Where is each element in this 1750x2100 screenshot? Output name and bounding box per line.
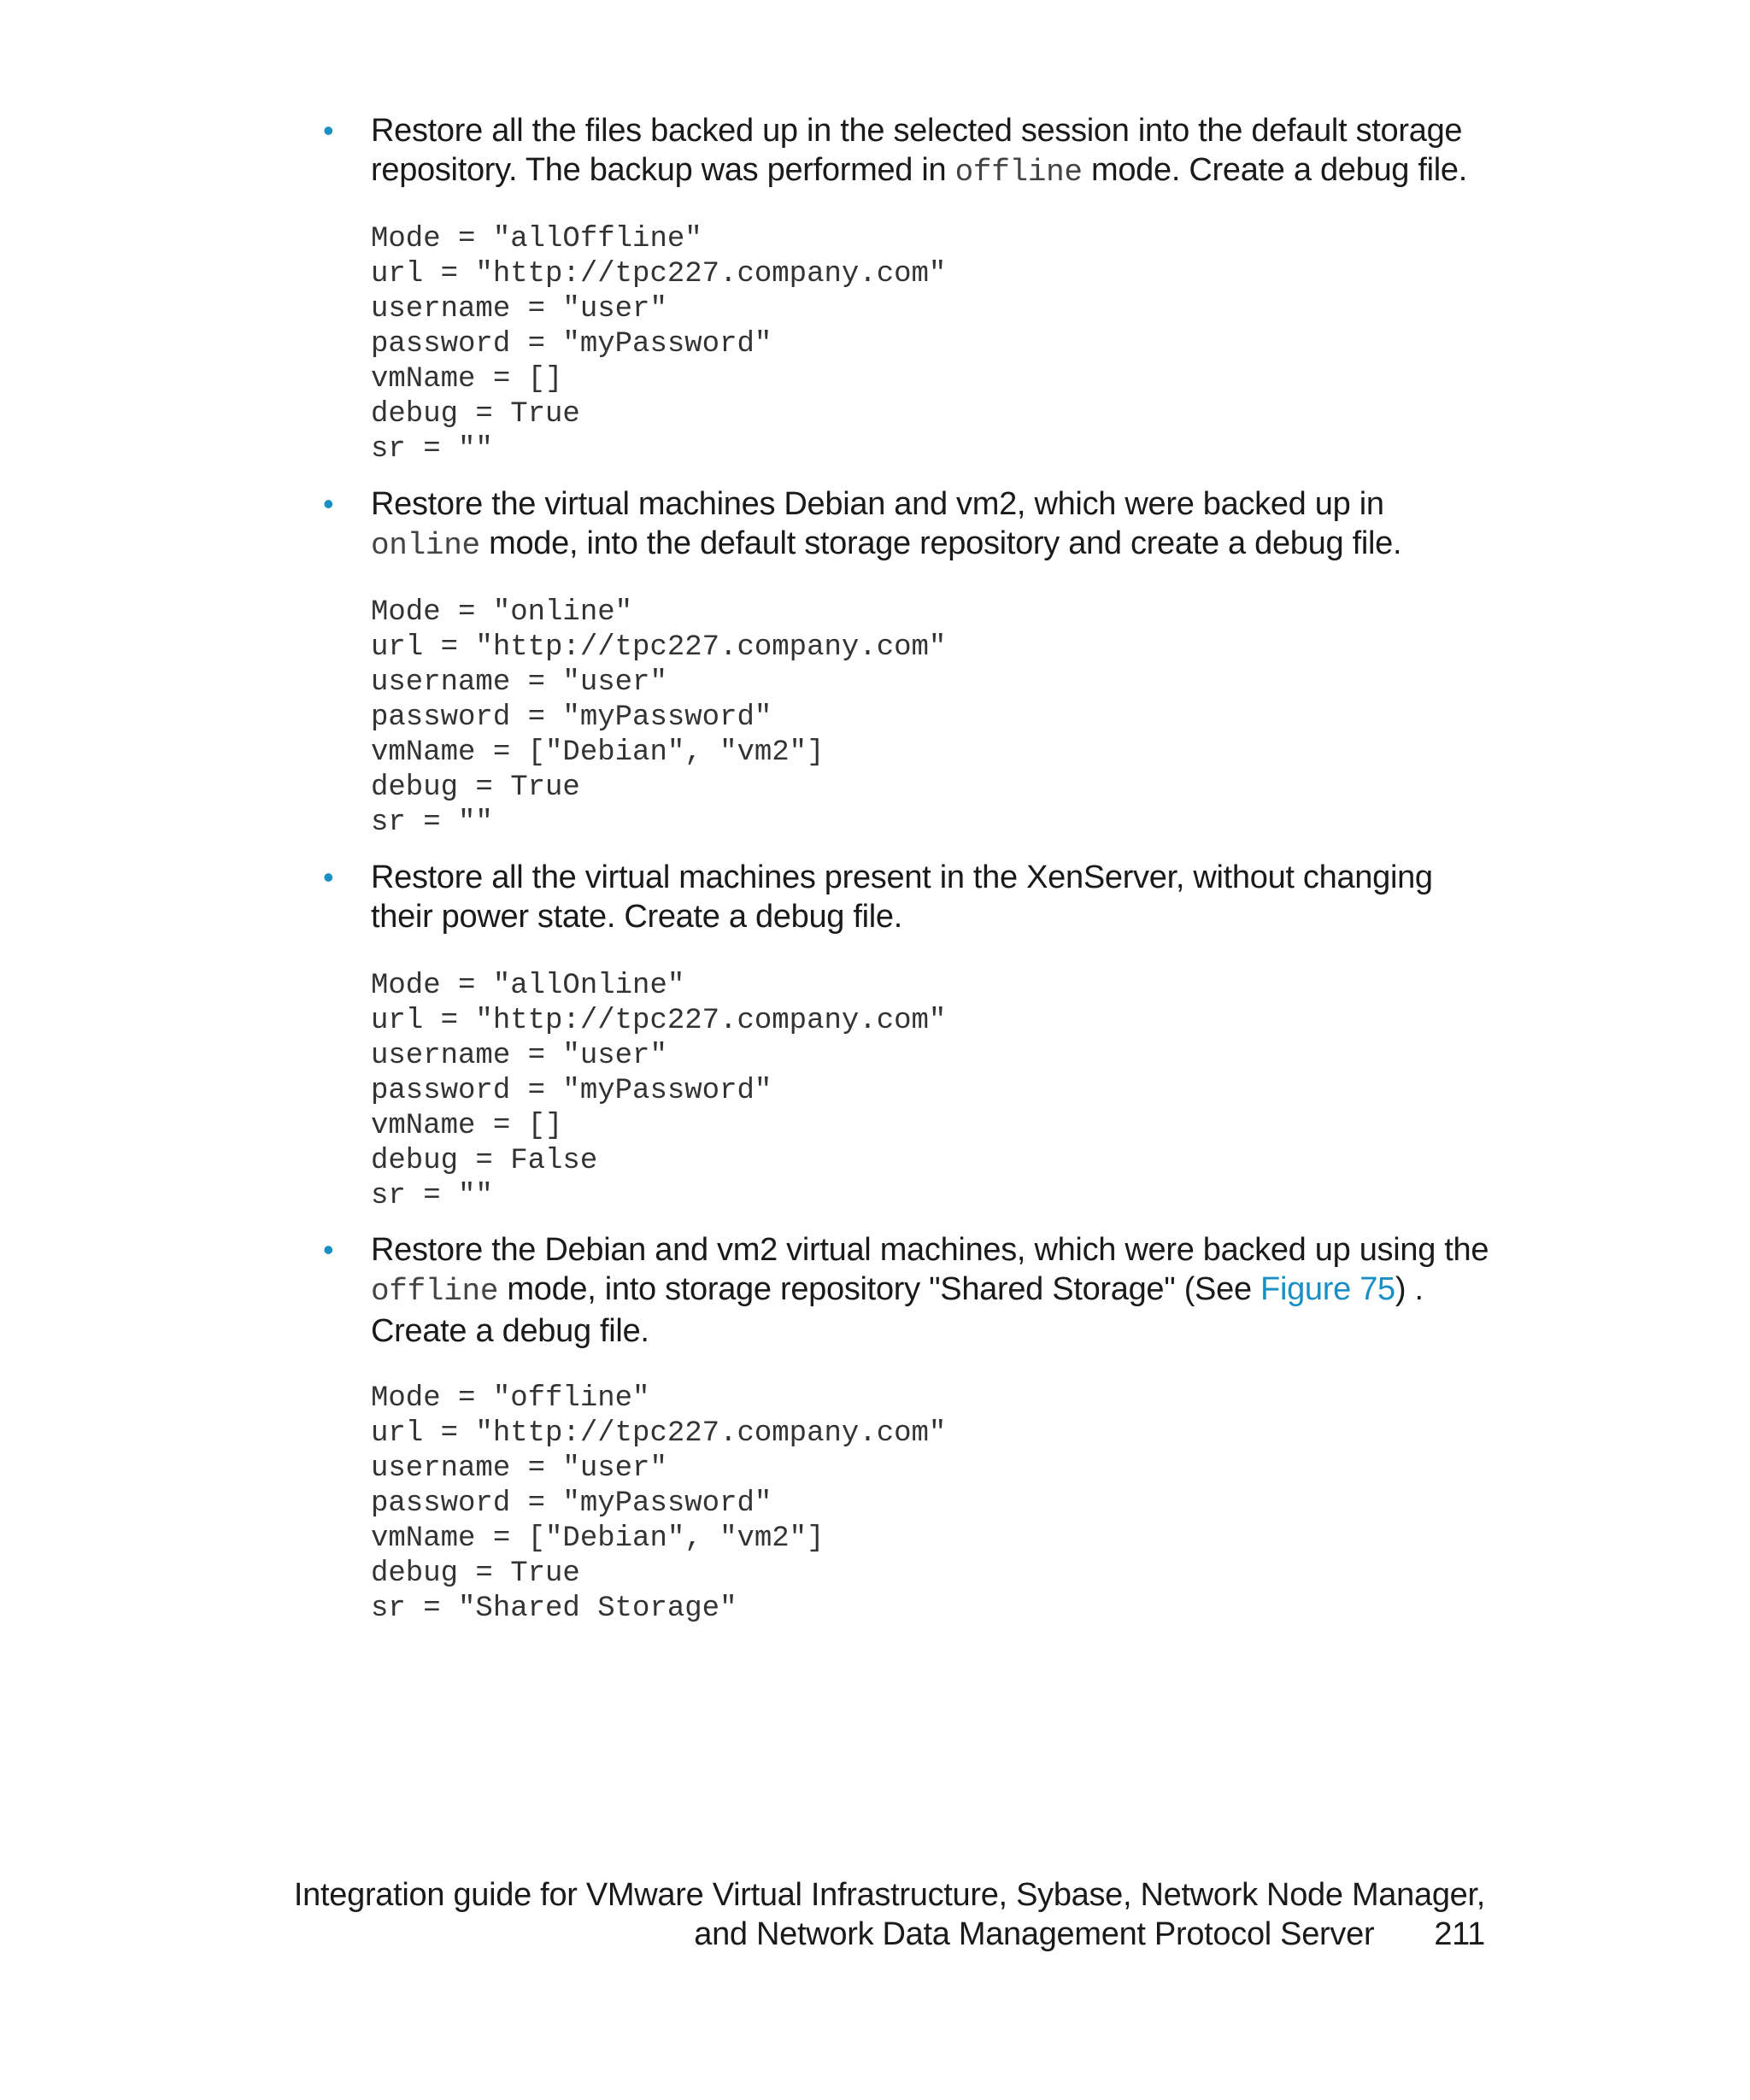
bullet-icon: • [323,1232,334,1267]
code-block [371,969,946,1214]
code-line: Mode = "allOnline" [371,970,685,1002]
inline-code: offline [371,1274,499,1309]
bullet-text [371,858,1499,936]
footer-title-line2-text: and Network Data Management Protocol Server [694,1916,1375,1952]
text-run: ) . Create a debug file. [371,1271,1424,1349]
bullet-text [371,484,1499,566]
code-line: sr = "Shared Storage" [371,1593,737,1625]
code-line: Mode = "offline" [371,1382,650,1415]
bullet-text [371,1230,1499,1351]
code-line: username = "user" [371,666,667,699]
code-line: password = "myPassword" [371,1487,772,1520]
text-run: Restore all the files backed up in the selected session into the default storage repository. The backup was performed in [371,113,1463,188]
code-line: debug = True [371,771,580,804]
page-footer [294,1875,1485,1954]
bullet-icon: • [323,859,334,895]
figure-link[interactable]: Figure 75 [1260,1271,1395,1307]
inline-code: online [371,528,480,563]
code-line: sr = "" [371,433,493,466]
code-line: vmName = [] [371,363,563,396]
text-run: mode, into storage repository "Shared Storage" (See [498,1271,1261,1307]
text-run: mode. Create a debug file. [1082,152,1468,188]
code-line: vmName = ["Debian", "vm2"] [371,736,825,769]
code-line: debug = True [371,398,580,431]
code-block [371,222,946,467]
text-run: mode, into the default storage repository and create a debug file. [479,525,1402,561]
code-line: username = "user" [371,293,667,326]
code-line: url = "http://tpc227.company.com" [371,1005,947,1037]
page-number: 211 [1434,1916,1485,1952]
code-line: password = "myPassword" [371,1075,772,1107]
text-run: Restore all the virtual machines present in the XenServer, without changing their power state. Create a debug file. [371,859,1433,935]
bullet-icon: • [323,113,334,148]
bullet-icon: • [323,486,334,521]
code-line: sr = "" [371,807,493,839]
code-line: Mode = "online" [371,596,633,629]
code-line: debug = False [371,1145,598,1177]
code-line: vmName = ["Debian", "vm2"] [371,1522,825,1555]
code-block [371,595,946,841]
code-line: debug = True [371,1557,580,1590]
code-line: url = "http://tpc227.company.com" [371,258,947,290]
code-block [371,1381,946,1627]
footer-title-line2 [294,1915,1485,1954]
code-line: url = "http://tpc227.company.com" [371,631,947,664]
text-run: Restore the virtual machines Debian and vm2, which were backed up in [371,486,1384,522]
code-line: password = "myPassword" [371,328,772,361]
text-run: Restore the Debian and vm2 virtual machines, which were backed up using the [371,1232,1489,1268]
code-line: url = "http://tpc227.company.com" [371,1417,947,1450]
code-line: username = "user" [371,1452,667,1485]
code-line: username = "user" [371,1040,667,1072]
code-line: sr = "" [371,1180,493,1212]
bullet-text [371,111,1499,192]
code-line: password = "myPassword" [371,701,772,734]
footer-title-line1: Integration guide for VMware Virtual Infrastructure, Sybase, Network Node Manager, [293,1877,1485,1913]
inline-code: offline [954,155,1083,190]
code-line: Mode = "allOffline" [371,223,702,255]
code-line: vmName = [] [371,1110,563,1142]
